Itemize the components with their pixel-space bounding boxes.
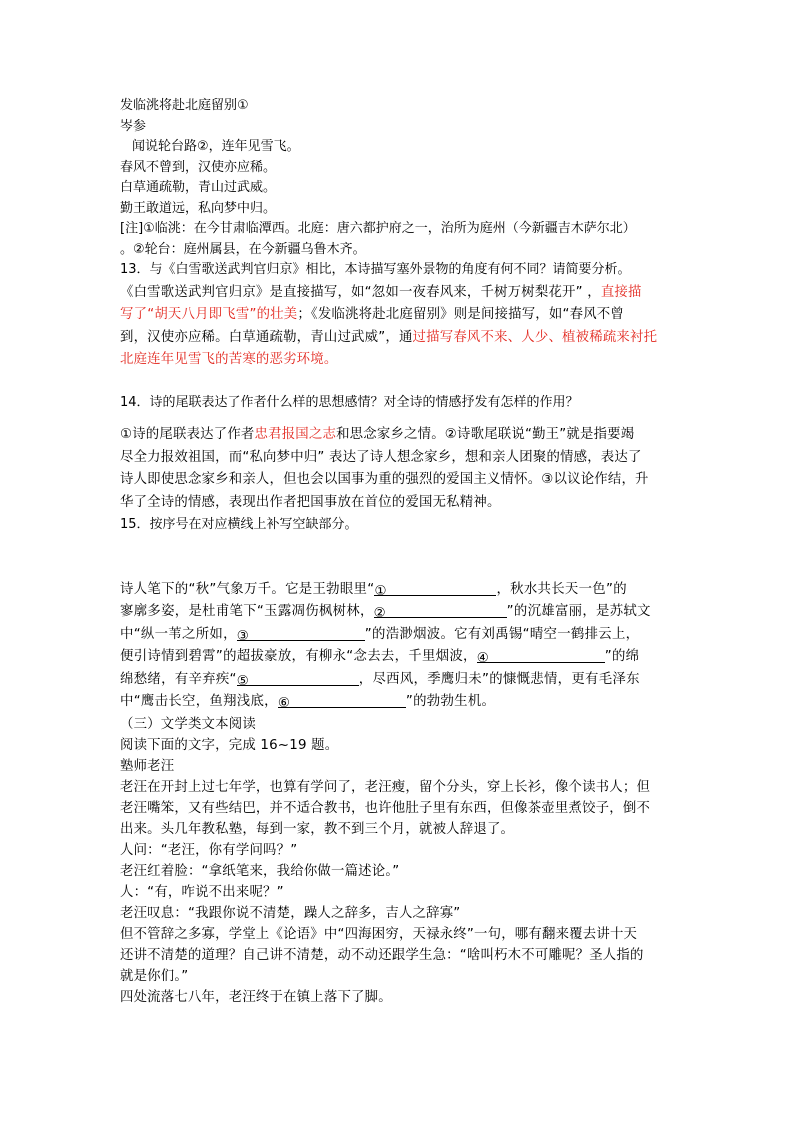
answer-14-text: 华了全诗的情感，表现出作者把国事放在首位的爱国无私精神。 <box>120 494 501 510</box>
answer-13 <box>120 282 680 372</box>
passage-text: ，秋水共长天一色”的 <box>496 581 627 597</box>
blank-4[interactable] <box>476 648 605 666</box>
story-line: 但不管辞之多寡，学堂上《论语》中“四海困穷，天禄永终”一句，哪有翻来覆去讲十天 <box>120 926 638 942</box>
question-15: 15．按序号在对应横线上补写空缺部分。 <box>120 517 358 532</box>
poem-title: 发临洮将赴北庭留别① <box>120 98 249 113</box>
blank-number: ③ <box>236 628 250 644</box>
answer-14-text: ①诗的尾联表达了作者 <box>120 427 255 442</box>
blank-5[interactable] <box>236 671 359 689</box>
poem-line: 白草通疏勒，青山过武威。 <box>120 180 277 195</box>
answer-14 <box>120 424 680 514</box>
story-line: 人问：“老汪，你有学问吗？” <box>120 842 298 858</box>
section-heading: （三）文学类文本阅读 <box>120 716 256 732</box>
answer-13-text: ；《发临洮将赴北庭留别》则是间接描写，如“春风不曾 <box>297 307 624 322</box>
answer-14-text: 诗人即使思念家乡和亲人，但也会以国事为重的强烈的爱国主义情怀。③以议论作结，升 <box>120 472 649 487</box>
blank-3[interactable] <box>236 626 365 644</box>
fill-in-passage <box>120 579 680 714</box>
poem-line: 闻说轮台路②，连年见雪飞。 <box>132 139 300 154</box>
answer-13-highlight: 写了 <box>120 307 148 322</box>
story-line: 老汪叹息：“我跟你说不清楚，躁人之辞多，吉人之辞寡” <box>120 905 461 921</box>
poem-note: [注]①临洮：在今甘肃临潭西。北庭：唐六都护府之一，治所为庭州（今新疆吉木萨尔北） <box>120 221 636 236</box>
passage-text: 寥廓多姿，是杜甫笔下“玉露凋伤枫树林， <box>120 604 374 619</box>
story-line: 老汪在开封上过七年学，也算有学问了，老汪瘦，留个分头，穿上长衫，像个读书人；但 <box>120 779 651 795</box>
answer-14-highlight: 忠君报国之志 <box>254 427 337 442</box>
passage-text: 中“纵一苇之所如， <box>120 626 237 642</box>
blank-2[interactable] <box>373 603 507 621</box>
story-line: 还讲不清楚的道理？自己讲不清楚，动不动还跟学生急：“啥叫朽木不可雕呢？圣人指的 <box>120 947 644 963</box>
reading-section <box>120 714 680 1008</box>
poem-author: 岑参 <box>120 118 147 134</box>
passage-text: ”的勃勃生机。 <box>405 694 496 709</box>
story-line: 就是你们。” <box>120 968 189 984</box>
document-page <box>120 97 680 1008</box>
blank-number: ④ <box>476 651 490 666</box>
question-14: 14．诗的尾联表达了作者什么样的思想感情？对全诗的情感抒发有怎样的作用？ <box>120 394 579 410</box>
passage-text: ”的绵 <box>604 649 640 664</box>
passage-text: 便引诗情到碧霄”的超拔豪放，有柳永“念去去，千里烟波， <box>120 649 477 664</box>
story-title: 塾师老汪 <box>120 758 175 774</box>
passage-text: 中“鹰击长空，鱼翔浅底， <box>120 694 278 709</box>
story-line: 出来。头几年教私塾，每到一家，教不到三个月，就被人辞退了。 <box>120 821 515 837</box>
poem-note: 。②轮台：庭州属县，在今新疆乌鲁木齐。 <box>120 241 366 257</box>
story-line: 人：“有，咋说不出来呢？” <box>120 884 284 900</box>
answer-13-text: 到，汉使亦应稀。白草通疏勒，青山过武威”，通 <box>120 329 413 345</box>
answer-13-highlight: 北庭连年见雪飞的苦寒的恶劣环境。 <box>120 352 338 367</box>
passage-text: 诗人笔下的“秋”气象万千。它是王勃眼里“ <box>120 581 375 597</box>
story-line: 老汪嘴笨，又有些结巴，并不适合教书，也许他肚子里有东西，但像茶壶里煮饺子，倒不 <box>120 800 651 816</box>
answer-13-highlight: “胡天八月即飞雪”的壮美 <box>147 307 298 322</box>
poem-line: 勤王敢道远，私向梦中归。 <box>120 200 277 216</box>
blank-6[interactable] <box>277 693 406 711</box>
passage-text: ”的浩渺烟波。它有刘禹锡“晴空一鹤排云上， <box>364 626 640 642</box>
question-13: 13．与《白雪歌送武判官归京》相比，本诗描写塞外景物的角度有何不同？请简要分析。 <box>120 262 631 277</box>
passage-text: ”的沉雄富丽，是苏轼文 <box>506 604 651 619</box>
blank-number: ⑥ <box>277 696 291 711</box>
blank-number: ② <box>373 606 386 621</box>
answer-13-text: 《白雪歌送武判官归京》是直接描写，如“忽如一夜春风来，千树万树梨花开” ， <box>120 284 601 300</box>
story-line: 四处流落七八年，老汪终于在镇上落下了脚。 <box>120 989 392 1005</box>
answer-14-text: 和思念家乡之情。②诗歌尾联说“勤王”就是指要竭 <box>336 427 635 442</box>
answer-13-highlight: 直接描 <box>600 284 642 300</box>
section-instruction: 阅读下面的文字，完成 16~19 题。 <box>120 737 339 753</box>
blank-1[interactable] <box>374 581 496 599</box>
answer-14-text: 尽全力报效祖国，而“私向梦中归” 表达了诗人想念家乡，想和亲人团聚的情感，表达了 <box>120 449 642 465</box>
blank-number: ① <box>374 583 387 599</box>
passage-text: 绵愁绪，有辛弃疾“ <box>120 671 237 687</box>
poem-line: 春风不曾到，汉使亦应稀。 <box>120 159 277 175</box>
passage-text: ，尽西风，季鹰归未”的慷慨悲情，更有毛泽东 <box>358 671 640 687</box>
blank-number: ⑤ <box>236 673 250 689</box>
story-line: 老汪红着脸：“拿纸笔来，我给你做一篇述论。” <box>120 863 400 879</box>
answer-13-highlight: 过描写春风不来、人少、植被稀疏来衬托 <box>412 329 658 345</box>
